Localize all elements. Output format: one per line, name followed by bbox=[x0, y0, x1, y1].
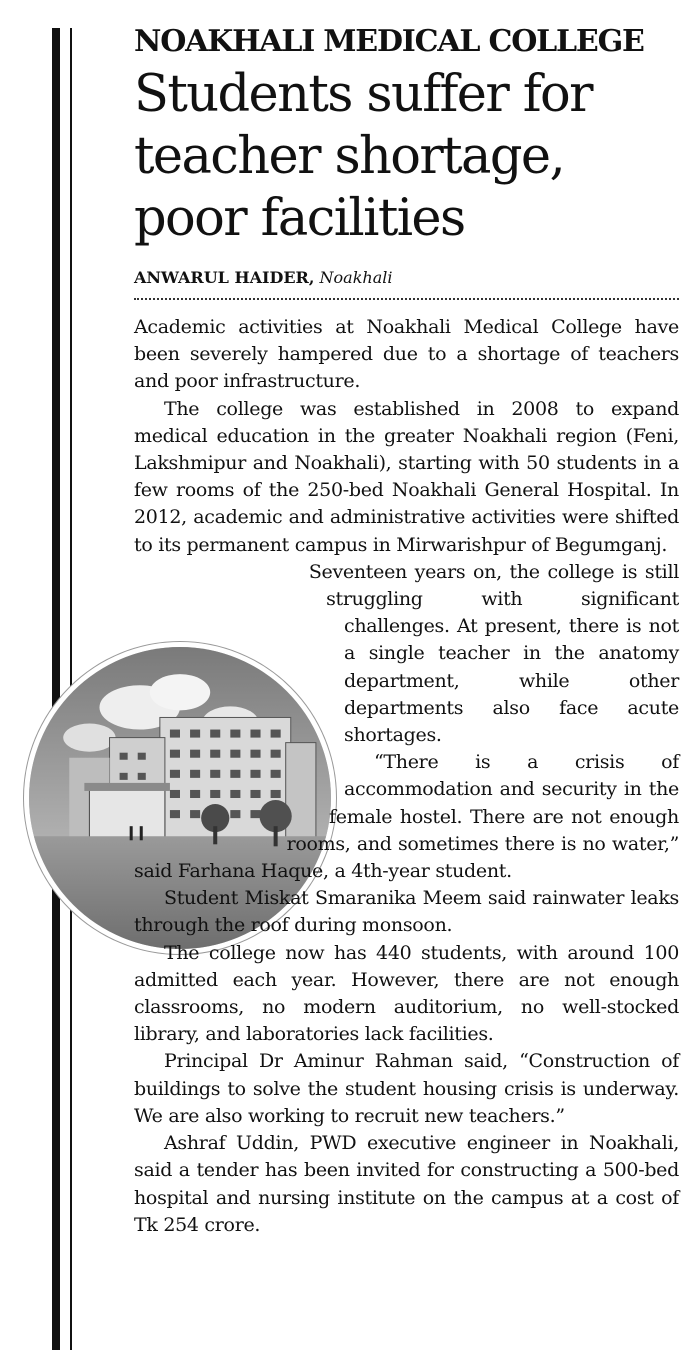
headline: Students suffer for teacher shortage, poor facilities bbox=[134, 65, 592, 248]
paragraph-challenges: Seventeen years on, the college is still struggling with significant challenges. At present, there is not a single teacher in the anatomy department, while other departments also face acute shortages. bbox=[308, 560, 679, 747]
paragraph-hostel-quote: “There is a crisis of accommodation and security in the female hostel. There are not enough rooms, and sometimes there is no water,” said Farhana Haque, a 4th-year student. bbox=[134, 751, 679, 883]
paragraph-engineer: Ashraf Uddin, PWD executive engineer in Noakhali, said a tender has been invited for constructing a 500-bed hospital and nursing institute on the campus at a cost of Tk 254 crore. bbox=[134, 1132, 679, 1236]
photo-wrap-space bbox=[134, 559, 344, 861]
article bbox=[134, 22, 679, 1239]
paragraph-principal: Principal Dr Aminur Rahman said, “Construction of buildings to solve the student housing crisis is underway. We are also working to recruit new teachers.” bbox=[134, 1050, 679, 1127]
paragraph-intro: Academic activities at Noakhali Medical College have been severely hampered due to a shortage of teachers and poor infrastructure. bbox=[134, 316, 679, 393]
column-rule-thick bbox=[52, 28, 60, 1350]
paragraph-history: The college was established in 2008 to expand medical education in the greater Noakhali region (Feni, Lakshmipur and Noakhali), starting with 50 students in a few rooms of the 250-bed Noakhali General Hospital. In 2012, academic and administrative activities were shifted to its permanent campus in Mirwarishpur of Begumganj. bbox=[134, 397, 679, 556]
byline-divider bbox=[134, 298, 679, 300]
paragraph-rainwater: Student Miskat Smaranika Meem said rainwater leaks through the roof during monsoon. bbox=[134, 887, 679, 937]
byline bbox=[134, 266, 679, 290]
byline-author: ANWARUL HAIDER, bbox=[134, 268, 315, 287]
byline-location: Noakhali bbox=[319, 268, 393, 287]
kicker: NOAKHALI MEDICAL COLLEGE bbox=[134, 24, 644, 59]
article-body bbox=[134, 314, 679, 1239]
paragraph-students: The college now has 440 students, with around 100 admitted each year. However, there are not enough classrooms, no modern auditorium, no well-stocked library, and laboratories lack facilities. bbox=[134, 941, 679, 1046]
